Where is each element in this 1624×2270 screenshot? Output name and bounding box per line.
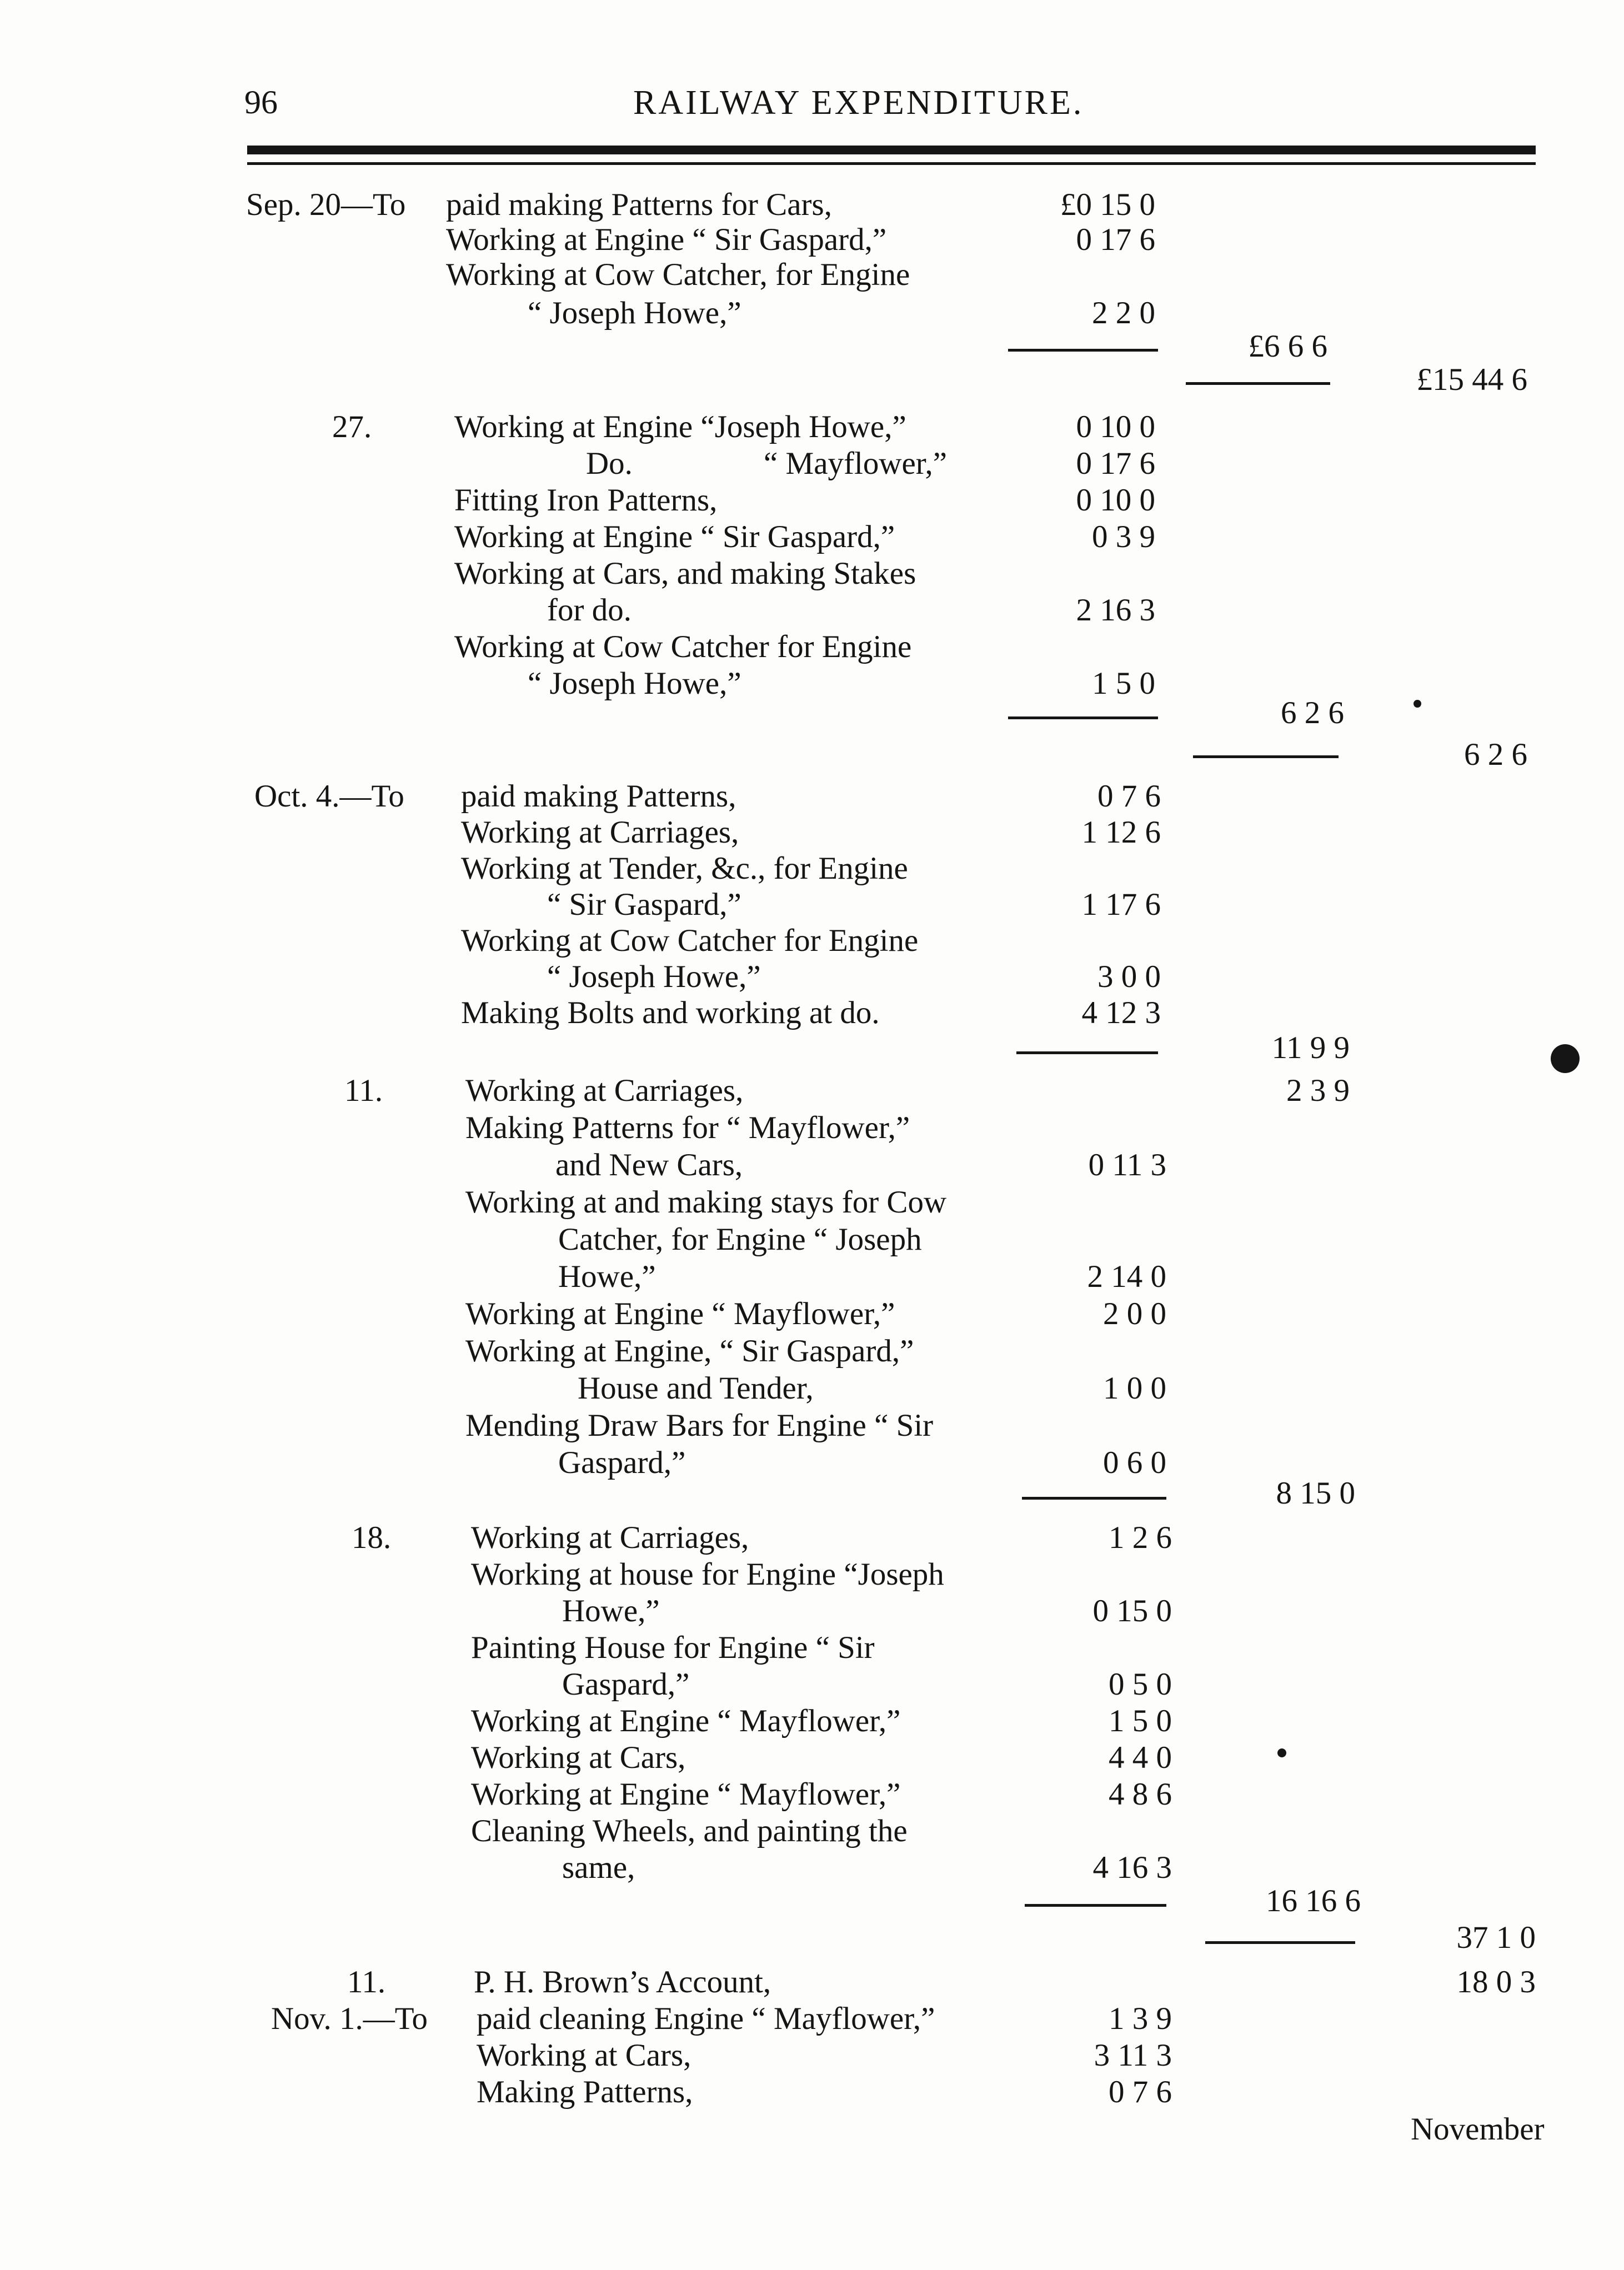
entry-date: 11. xyxy=(344,1073,383,1108)
line-item: Cleaning Wheels, and painting the xyxy=(471,1813,908,1848)
sum-rule xyxy=(1008,716,1158,719)
line-item: Fitting Iron Patterns, xyxy=(454,483,718,518)
line-item: Making Patterns, xyxy=(477,2074,693,2109)
ink-speck xyxy=(1277,1748,1286,1757)
line-item: for do. xyxy=(547,593,631,628)
running-title: RAILWAY EXPENDITURE. xyxy=(633,84,1084,122)
line-item: Working at Engine, “ Sir Gaspard,” xyxy=(465,1334,914,1369)
sum-rule xyxy=(1008,349,1158,352)
item-amount: 1 5 0 xyxy=(1109,1703,1172,1738)
item-amount: 1 2 6 xyxy=(1109,1520,1172,1555)
item-amount: 0 17 6 xyxy=(1076,446,1155,481)
line-item: Do. xyxy=(586,446,633,481)
item-amount: 2 0 0 xyxy=(1103,1296,1166,1331)
item-amount: 1 3 9 xyxy=(1109,2001,1172,2036)
line-item: Working at Engine “ Mayflower,” xyxy=(465,1296,895,1331)
item-amount: 2 2 0 xyxy=(1092,295,1155,330)
header-rule-thick xyxy=(247,146,1536,154)
item-amount: 4 8 6 xyxy=(1109,1777,1172,1812)
line-item: “ Joseph Howe,” xyxy=(528,666,741,701)
item-amount: 0 7 6 xyxy=(1097,779,1161,814)
line-item: Working at Engine “ Mayflower,” xyxy=(471,1777,901,1812)
item-amount: 0 3 9 xyxy=(1092,519,1155,554)
subtotal-amount: 11 9 9 xyxy=(1271,1030,1350,1065)
line-item: Working at Cars, and making Stakes xyxy=(454,556,916,591)
line-item: Working at Engine “Joseph Howe,” xyxy=(454,409,906,444)
line-item: Howe,” xyxy=(558,1259,656,1294)
line-item: Working at Carriages, xyxy=(471,1520,749,1555)
entry-date: 27. xyxy=(332,409,372,444)
line-item: “ Mayflower,” xyxy=(764,446,948,481)
sum-rule xyxy=(1205,1941,1355,1944)
header-rule-thin xyxy=(247,162,1536,165)
line-item: Howe,” xyxy=(562,1593,660,1628)
item-amount: £0 15 0 xyxy=(1060,187,1155,222)
item-amount: 2 14 0 xyxy=(1087,1259,1166,1294)
line-item: Making Patterns for “ Mayflower,” xyxy=(465,1110,910,1145)
line-item: and New Cars, xyxy=(555,1147,743,1182)
entry-date: Sep. 20—To xyxy=(246,187,406,222)
line-item: Working at house for Engine “Joseph xyxy=(471,1557,944,1592)
line-item: “ Joseph Howe,” xyxy=(547,959,761,994)
line-item: Working at Tender, &c., for Engine xyxy=(461,851,908,886)
subtotal-amount: 8 15 0 xyxy=(1276,1476,1355,1511)
line-item: same, xyxy=(562,1850,635,1885)
item-amount: 3 0 0 xyxy=(1097,959,1161,994)
line-item: Mending Draw Bars for Engine “ Sir xyxy=(465,1408,934,1443)
line-item: Gaspard,” xyxy=(558,1445,686,1480)
total-amount: £15 44 6 xyxy=(1416,362,1527,397)
ink-blot xyxy=(1551,1044,1580,1073)
item-amount: 0 17 6 xyxy=(1076,222,1155,257)
line-item: House and Tender, xyxy=(578,1371,814,1406)
sum-rule xyxy=(1016,1051,1158,1054)
line-item: Gaspard,” xyxy=(562,1667,690,1702)
sum-rule xyxy=(1186,382,1330,385)
item-amount: 1 17 6 xyxy=(1081,887,1161,922)
total-amount: 37 1 0 xyxy=(1456,1920,1536,1955)
item-amount: 3 11 3 xyxy=(1094,2038,1172,2073)
line-item: Working at Engine “ Mayflower,” xyxy=(471,1703,901,1738)
subtotal-amount: 2 3 9 xyxy=(1286,1073,1350,1108)
item-amount: 0 10 0 xyxy=(1076,483,1155,518)
item-amount: 4 16 3 xyxy=(1092,1850,1172,1885)
entry-date: Nov. 1.—To xyxy=(271,2001,428,2036)
line-item: Painting House for Engine “ Sir xyxy=(471,1630,875,1665)
line-item: “ Sir Gaspard,” xyxy=(547,887,741,922)
item-amount: 0 10 0 xyxy=(1076,409,1155,444)
line-item: Catcher, for Engine “ Joseph xyxy=(558,1222,922,1257)
total-amount: 18 0 3 xyxy=(1456,1965,1536,2000)
line-item: “ Joseph Howe,” xyxy=(528,295,741,330)
item-amount: 1 5 0 xyxy=(1092,666,1155,701)
subtotal-amount: 6 2 6 xyxy=(1281,695,1344,730)
catchword: November xyxy=(1411,2112,1545,2147)
line-item: Working at Cow Catcher for Engine xyxy=(454,629,912,664)
line-item: Working at Carriages, xyxy=(465,1073,744,1108)
page-number: 96 xyxy=(244,84,278,121)
item-amount: 4 12 3 xyxy=(1081,995,1161,1030)
item-amount: 0 7 6 xyxy=(1109,2074,1172,2109)
entry-date: 18. xyxy=(352,1520,392,1555)
line-item: Working at Engine “ Sir Gaspard,” xyxy=(446,222,887,257)
line-item: P. H. Brown’s Account, xyxy=(474,1965,771,2000)
item-amount: 1 0 0 xyxy=(1103,1371,1166,1406)
item-amount: 0 11 3 xyxy=(1088,1147,1166,1182)
line-item: Making Bolts and working at do. xyxy=(461,995,880,1030)
sum-rule xyxy=(1025,1904,1166,1907)
line-item: Working at Cars, xyxy=(477,2038,691,2073)
line-item: Working at Cars, xyxy=(471,1740,686,1775)
item-amount: 4 4 0 xyxy=(1109,1740,1172,1775)
line-item: Working at Cow Catcher for Engine xyxy=(461,923,919,958)
line-item: Working at Cow Catcher, for Engine xyxy=(446,257,910,292)
item-amount: 0 6 0 xyxy=(1103,1445,1166,1480)
item-amount: 1 12 6 xyxy=(1081,815,1161,850)
ink-speck xyxy=(1414,700,1421,708)
subtotal-amount: 16 16 6 xyxy=(1266,1883,1361,1918)
line-item: Working at Carriages, xyxy=(461,815,739,850)
line-item: paid making Patterns for Cars, xyxy=(446,187,832,222)
item-amount: 2 16 3 xyxy=(1076,593,1155,628)
subtotal-amount: £6 6 6 xyxy=(1248,329,1327,364)
sum-rule xyxy=(1193,755,1339,758)
entry-date: Oct. 4.—To xyxy=(254,779,404,814)
entry-date: 11. xyxy=(347,1965,386,2000)
line-item: Working at and making stays for Cow xyxy=(465,1185,947,1220)
sum-rule xyxy=(1022,1497,1166,1500)
line-item: paid making Patterns, xyxy=(461,779,736,814)
line-item: paid cleaning Engine “ Mayflower,” xyxy=(477,2001,935,2036)
item-amount: 0 5 0 xyxy=(1109,1667,1172,1702)
total-amount: 6 2 6 xyxy=(1464,737,1527,772)
item-amount: 0 15 0 xyxy=(1092,1593,1172,1628)
line-item: Working at Engine “ Sir Gaspard,” xyxy=(454,519,895,554)
